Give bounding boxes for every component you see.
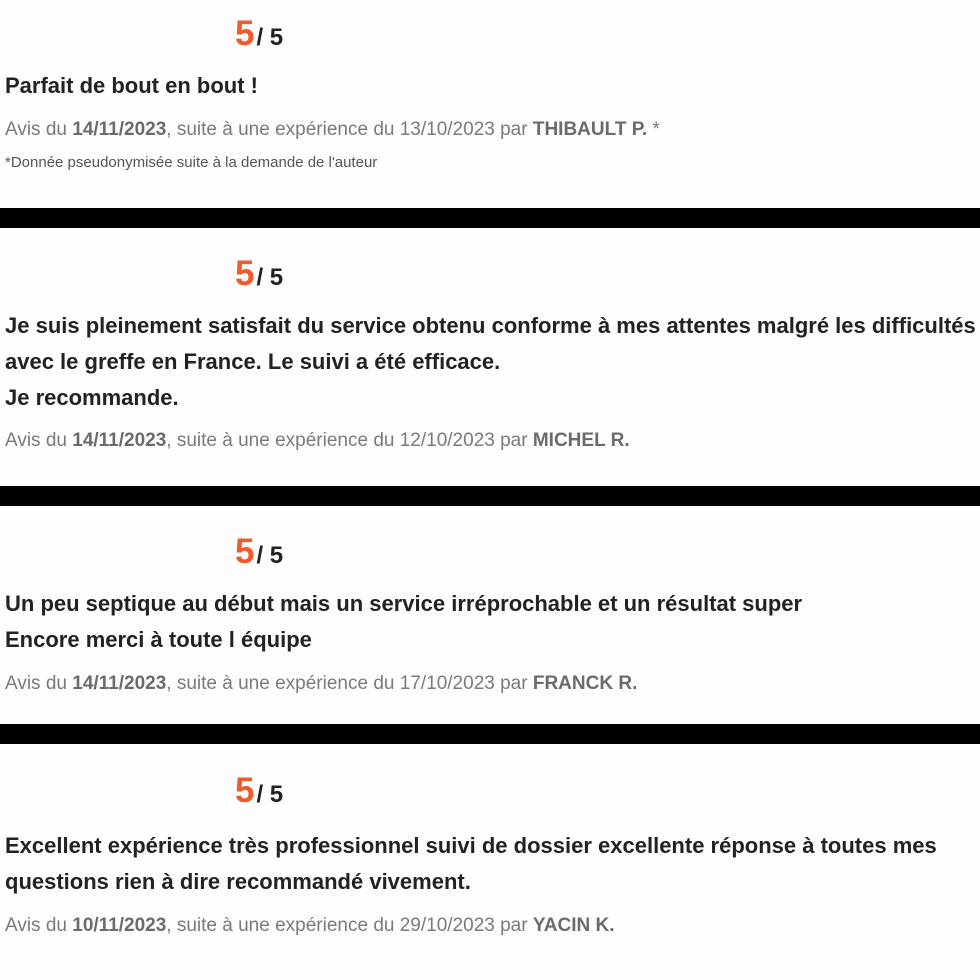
pseudonym-note: *Donnée pseudonymisée suite à la demande de l'auteur bbox=[5, 154, 378, 171]
rating-max: / 5 bbox=[256, 781, 284, 808]
review-date: 14/11/2023 bbox=[72, 119, 167, 140]
review-date: 14/11/2023 bbox=[72, 430, 167, 451]
review-text: Excellent expérience très professionnel suivi de dossier excellente réponse à toutes mes questions rien à dire recommandé vivement. bbox=[5, 833, 937, 894]
review-text: Parfait de bout en bout ! bbox=[5, 73, 258, 98]
meta-prefix: Avis du bbox=[5, 915, 73, 936]
rating-score bbox=[235, 532, 283, 572]
rating-value: 5 bbox=[235, 532, 255, 571]
section-divider bbox=[0, 724, 980, 744]
meta-middle: , suite à une expérience du 13/10/2023 par bbox=[166, 119, 533, 140]
review-author: FRANCK R. bbox=[532, 673, 638, 694]
rating-score bbox=[235, 14, 283, 54]
rating-value: 5 bbox=[235, 14, 255, 53]
review-meta bbox=[5, 119, 660, 141]
meta-suffix: * bbox=[647, 119, 660, 140]
rating-max: / 5 bbox=[256, 542, 284, 569]
review-author: MICHEL R. bbox=[532, 430, 630, 451]
review-date: 10/11/2023 bbox=[72, 915, 167, 936]
meta-prefix: Avis du bbox=[5, 119, 73, 140]
rating-score bbox=[235, 771, 283, 811]
review-author: THIBAULT P. bbox=[532, 119, 648, 140]
review-meta bbox=[5, 673, 637, 695]
section-divider bbox=[0, 208, 980, 228]
review-author: YACIN K. bbox=[532, 915, 615, 936]
meta-middle: , suite à une expérience du 12/10/2023 par bbox=[166, 430, 533, 451]
review-date: 14/11/2023 bbox=[72, 673, 167, 694]
meta-middle: , suite à une expérience du 17/10/2023 par bbox=[166, 673, 533, 694]
rating-score bbox=[235, 254, 283, 294]
review-meta bbox=[5, 430, 630, 452]
review-card-2 bbox=[0, 228, 980, 486]
review-card-4 bbox=[0, 744, 980, 980]
meta-middle: , suite à une expérience du 29/10/2023 par bbox=[166, 915, 533, 936]
review-meta bbox=[5, 915, 615, 937]
meta-prefix: Avis du bbox=[5, 430, 73, 451]
review-text: Un peu septique au début mais un service irréprochable et un résultat super Encore merci à toute l équipe bbox=[5, 591, 803, 652]
rating-value: 5 bbox=[235, 254, 255, 293]
rating-max: / 5 bbox=[256, 264, 284, 291]
meta-prefix: Avis du bbox=[5, 673, 73, 694]
review-card-3 bbox=[0, 506, 980, 724]
rating-max: / 5 bbox=[256, 24, 284, 51]
rating-value: 5 bbox=[235, 771, 255, 810]
review-text: Je suis pleinement satisfait du service obtenu conforme à mes attentes malgré les difficultés avec le greffe en France. Le suivi a été efficace. Je recommande. bbox=[5, 313, 976, 410]
review-card-1 bbox=[0, 0, 980, 208]
section-divider bbox=[0, 486, 980, 506]
